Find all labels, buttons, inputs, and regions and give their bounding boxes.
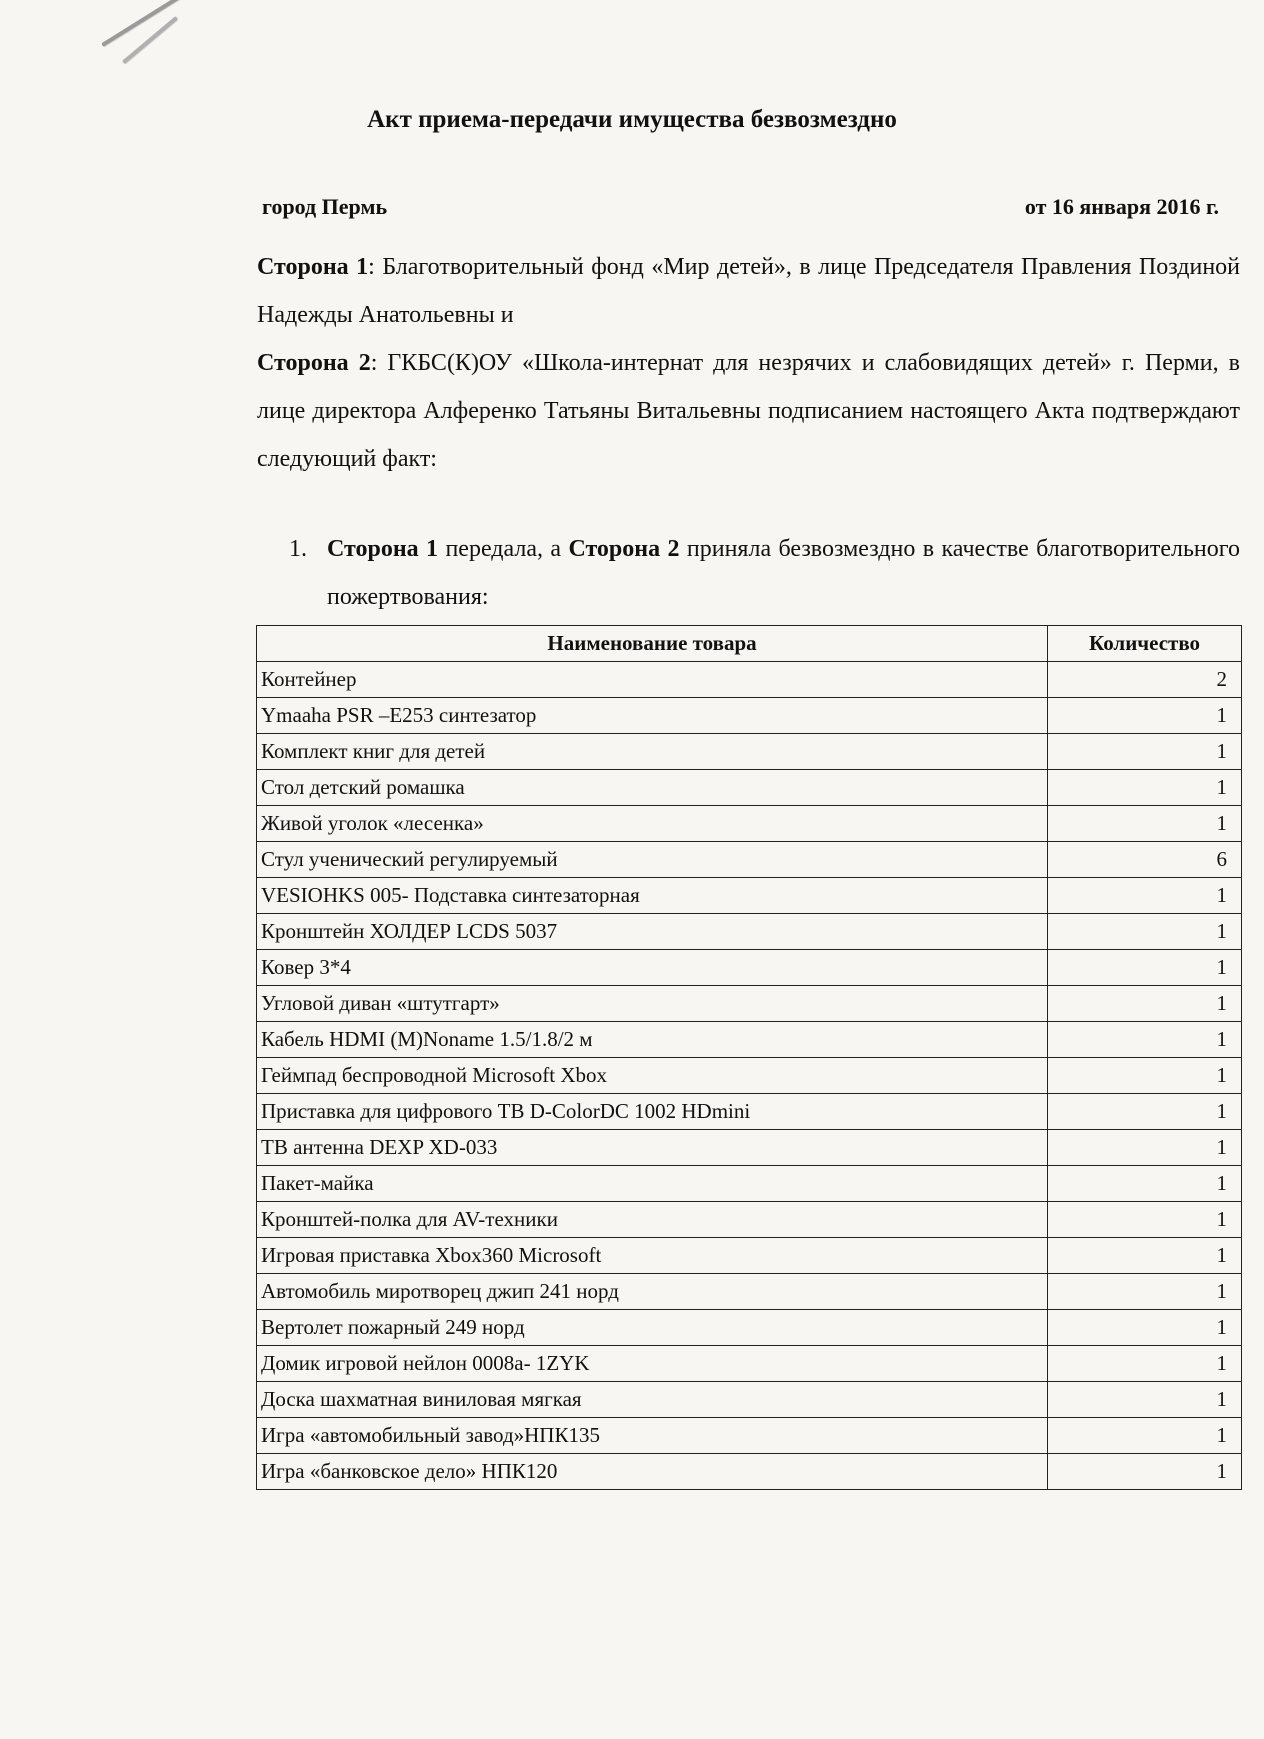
document-title: Акт приема-передачи имущества безвозмездно	[367, 106, 897, 133]
item-qty: 1	[1048, 878, 1242, 914]
item-name: Игра «банковское дело» НПК120	[257, 1454, 1048, 1490]
table-row	[257, 1130, 1242, 1166]
item-qty: 1	[1048, 1058, 1242, 1094]
item-qty: 1	[1048, 1238, 1242, 1274]
item-qty: 1	[1048, 1382, 1242, 1418]
header-qty: Количество	[1048, 626, 1242, 662]
table-row	[257, 1058, 1242, 1094]
item-qty: 1	[1048, 806, 1242, 842]
table-row	[257, 1094, 1242, 1130]
item-name: Кронштейн ХОЛДЕР LCDS 5037	[257, 914, 1048, 950]
item-name: Игровая приставка Xbox360 Microsoft	[257, 1238, 1048, 1274]
item-qty: 2	[1048, 662, 1242, 698]
table-row	[257, 914, 1242, 950]
table-row	[257, 1346, 1242, 1382]
document-date: от 16 января 2016 г.	[1024, 194, 1219, 219]
item-qty: 1	[1048, 698, 1242, 734]
table-header-row	[257, 626, 1242, 662]
table-row	[257, 1202, 1242, 1238]
item-name: Кронштей-полка для AV-техники	[257, 1202, 1048, 1238]
table-row	[257, 806, 1242, 842]
table-row	[257, 1022, 1242, 1058]
item-qty: 1	[1048, 1202, 1242, 1238]
table-row	[257, 662, 1242, 698]
item-name: Контейнер	[257, 662, 1048, 698]
table-row	[257, 734, 1242, 770]
item-qty: 1	[1048, 1310, 1242, 1346]
item-qty: 1	[1048, 1022, 1242, 1058]
item-qty: 1	[1048, 770, 1242, 806]
item-name: Автомобиль миротворец джип 241 норд	[257, 1274, 1048, 1310]
table-row	[257, 986, 1242, 1022]
item-name: Стол детский ромашка	[257, 770, 1048, 806]
side1-paragraph	[257, 243, 1240, 339]
clause-text	[327, 525, 1240, 621]
item-qty: 1	[1048, 1274, 1242, 1310]
item-name: Пакет-майка	[257, 1166, 1048, 1202]
table-row	[257, 1382, 1242, 1418]
item-name: Комплект книг для детей	[257, 734, 1048, 770]
side1-text: : Благотворительный фонд «Мир детей», в лице Председателя Правления Поздиной Надежды Анатольевны и	[257, 254, 1241, 328]
item-name: Геймпад беспроводной Microsoft Xbox	[257, 1058, 1048, 1094]
item-name: Стул ученический регулируемый	[257, 842, 1048, 878]
table-row	[257, 1274, 1242, 1310]
item-name: Игра «автомобильный завод»НПК135	[257, 1418, 1048, 1454]
item-name: Приставка для цифрового ТВ D-ColorDC 1002 HDmini	[257, 1094, 1048, 1130]
item-qty: 1	[1048, 1418, 1242, 1454]
item-qty: 1	[1048, 1166, 1242, 1202]
item-qty: 1	[1048, 986, 1242, 1022]
items-table	[256, 625, 1242, 1490]
side2-label: Сторона 2	[257, 350, 371, 376]
side1-label: Сторона 1	[257, 254, 369, 280]
item-name: VESIOHKS 005- Подставка синтезаторная	[257, 878, 1048, 914]
side2-text: : ГКБС(К)ОУ «Школа-интернат для незрячих и слабовидящих детей» г. Перми, в лице директора Алференко Татьяны Витальевны подписанием настоящего Акта подтверждают следующий факт:	[257, 350, 1240, 472]
side2-paragraph	[257, 339, 1240, 483]
item-qty: 1	[1048, 1454, 1242, 1490]
table-row	[257, 770, 1242, 806]
clause-text-b: приняла безвозмездно в качестве благотворительного пожертвования:	[327, 536, 1240, 610]
table-row	[257, 1166, 1242, 1202]
item-qty: 1	[1048, 914, 1242, 950]
item-qty: 1	[1048, 950, 1242, 986]
table-row	[257, 698, 1242, 734]
document-place: город Пермь	[262, 194, 388, 219]
table-row	[257, 878, 1242, 914]
item-name: Ковер 3*4	[257, 950, 1048, 986]
item-name: Угловой диван «штутгарт»	[257, 986, 1048, 1022]
table-row	[257, 1454, 1242, 1490]
item-qty: 1	[1048, 1130, 1242, 1166]
item-name: ТВ антенна DEXP XD-033	[257, 1130, 1048, 1166]
item-name: Доска шахматная виниловая мягкая	[257, 1382, 1048, 1418]
clause-number: 1.	[289, 536, 307, 562]
table-row	[257, 1310, 1242, 1346]
clause-text-a: передала, а	[438, 536, 569, 562]
table-row	[257, 842, 1242, 878]
table-row	[257, 1418, 1242, 1454]
item-name: Ymaaha PSR –E253 синтезатор	[257, 698, 1048, 734]
item-qty: 1	[1048, 734, 1242, 770]
item-name: Живой уголок «лесенка»	[257, 806, 1048, 842]
item-qty: 1	[1048, 1094, 1242, 1130]
clause-side1: Сторона 1	[327, 536, 439, 562]
item-qty: 6	[1048, 842, 1242, 878]
item-name: Вертолет пожарный 249 норд	[257, 1310, 1048, 1346]
item-name: Кабель HDMI (M)Noname 1.5/1.8/2 м	[257, 1022, 1048, 1058]
staple-leg	[122, 16, 178, 64]
header-name: Наименование товара	[257, 626, 1048, 662]
table-row	[257, 1238, 1242, 1274]
item-name: Домик игровой нейлон 0008а- 1ZYK	[257, 1346, 1048, 1382]
clause-side2: Сторона 2	[568, 536, 680, 562]
table-row	[257, 950, 1242, 986]
item-qty: 1	[1048, 1346, 1242, 1382]
